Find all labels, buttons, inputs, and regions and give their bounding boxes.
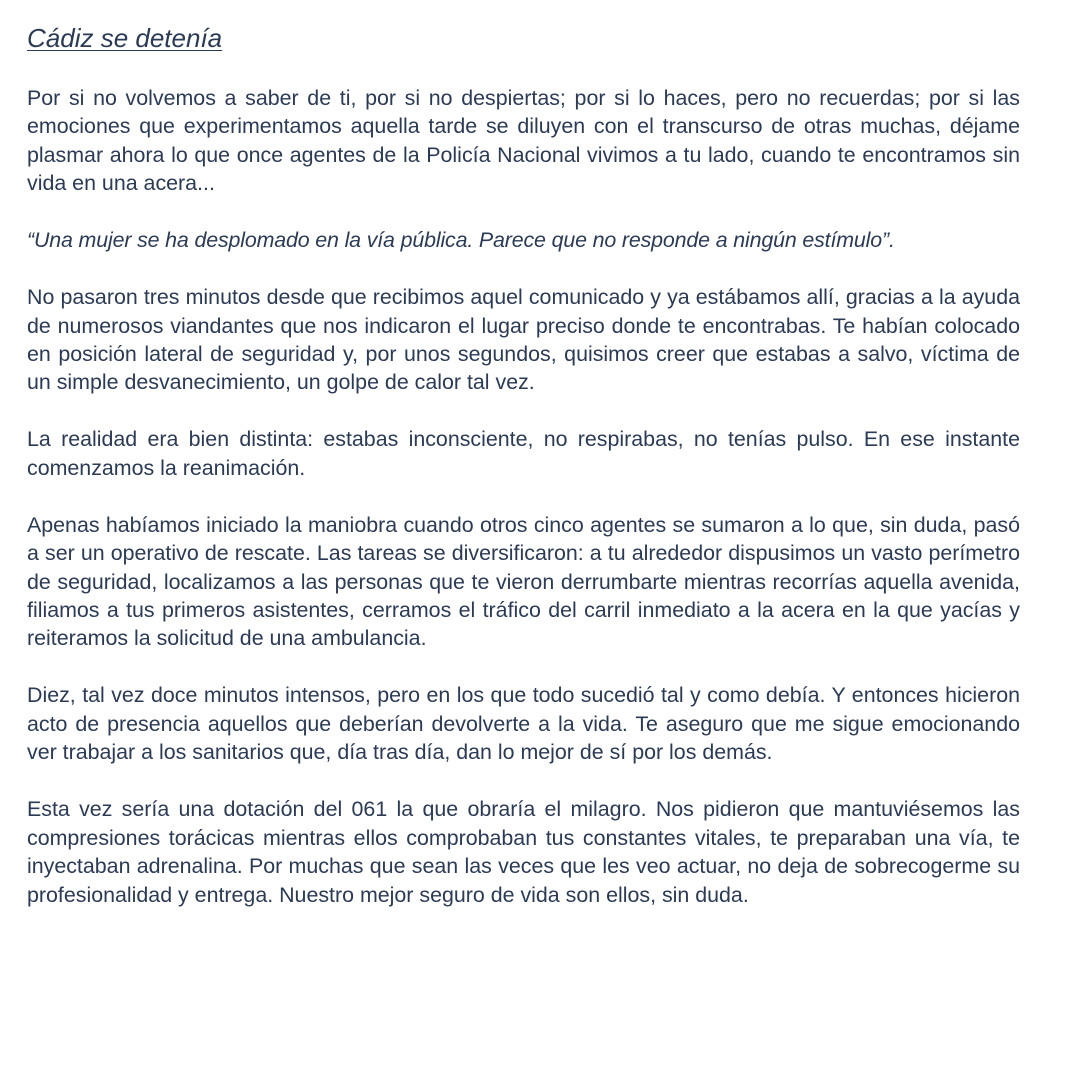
paragraph-paramedics: Diez, tal vez doce minutos intensos, pero en los que todo sucedió tal y como debía. Y entonces hicieron acto de presencia aquellos que deberían devolverte a la vida. Te aseguro que me sigue emocionando ver trabajar a los sanitarios que, día tras día, dan lo mejor de sí por los demás.: [27, 683, 1020, 765]
paragraph-quote: “Una mujer se ha desplomado en la vía pública. Parece que no responde a ningún estímulo”.: [27, 228, 895, 253]
paragraph-operation: Apenas habíamos iniciado la maniobra cuando otros cinco agentes se sumaron a lo que, sin duda, pasó a ser un operativo de rescate. Las tareas se diversificaron: a tu alrededor dispusimos un vasto perímetro de seguridad, localizamos a las personas que te vieron derrumbarte mientras recorrías aquella avenida, filiamos a tus primeros asistentes, cerramos el tráfico del carril inmediato a la acera en la que yacías y reiteramos la solicitud de una ambulancia.: [27, 512, 1020, 651]
paragraph-arrival: No pasaron tres minutos desde que recibimos aquel comunicado y ya estábamos allí, gracias a la ayuda de numerosos viandantes que nos indicaron el lugar preciso donde te encontrabas. Te habían colocado en posición lateral de seguridad y, por unos segundos, quisimos creer que estabas a salvo, víctima de un simple desvanecimiento, un golpe de calor tal vez.: [27, 285, 1020, 395]
paragraph-intro: Por si no volvemos a saber de ti, por si no despiertas; por si lo haces, pero no recuerdas; por si las emociones que experimentamos aquella tarde se diluyen con el transcurso de otras muchas, déjame plasmar ahora lo que once agentes de la Policía Nacional vivimos a tu lado, cuando te encontramos sin vida en una acera...: [27, 86, 1020, 196]
paragraph-reality: La realidad era bien distinta: estabas inconsciente, no respirabas, no tenías pulso. En ese instante comenzamos la reanimación.: [27, 427, 1020, 480]
article-title: Cádiz se detenía: [27, 23, 223, 53]
paragraph-miracle: Esta vez sería una dotación del 061 la que obraría el milagro. Nos pidieron que mantuviésemos las compresiones torácicas mientras ellos comprobaban tus constantes vitales, te preparaban una vía, te inyectaban adrenalina. Por muchas que sean las veces que les veo actuar, no deja de sobrecogerme su profesionalidad y entrega. Nuestro mejor seguro de vida son ellos, sin duda.: [27, 797, 1020, 907]
article: [27, 20, 1020, 938]
